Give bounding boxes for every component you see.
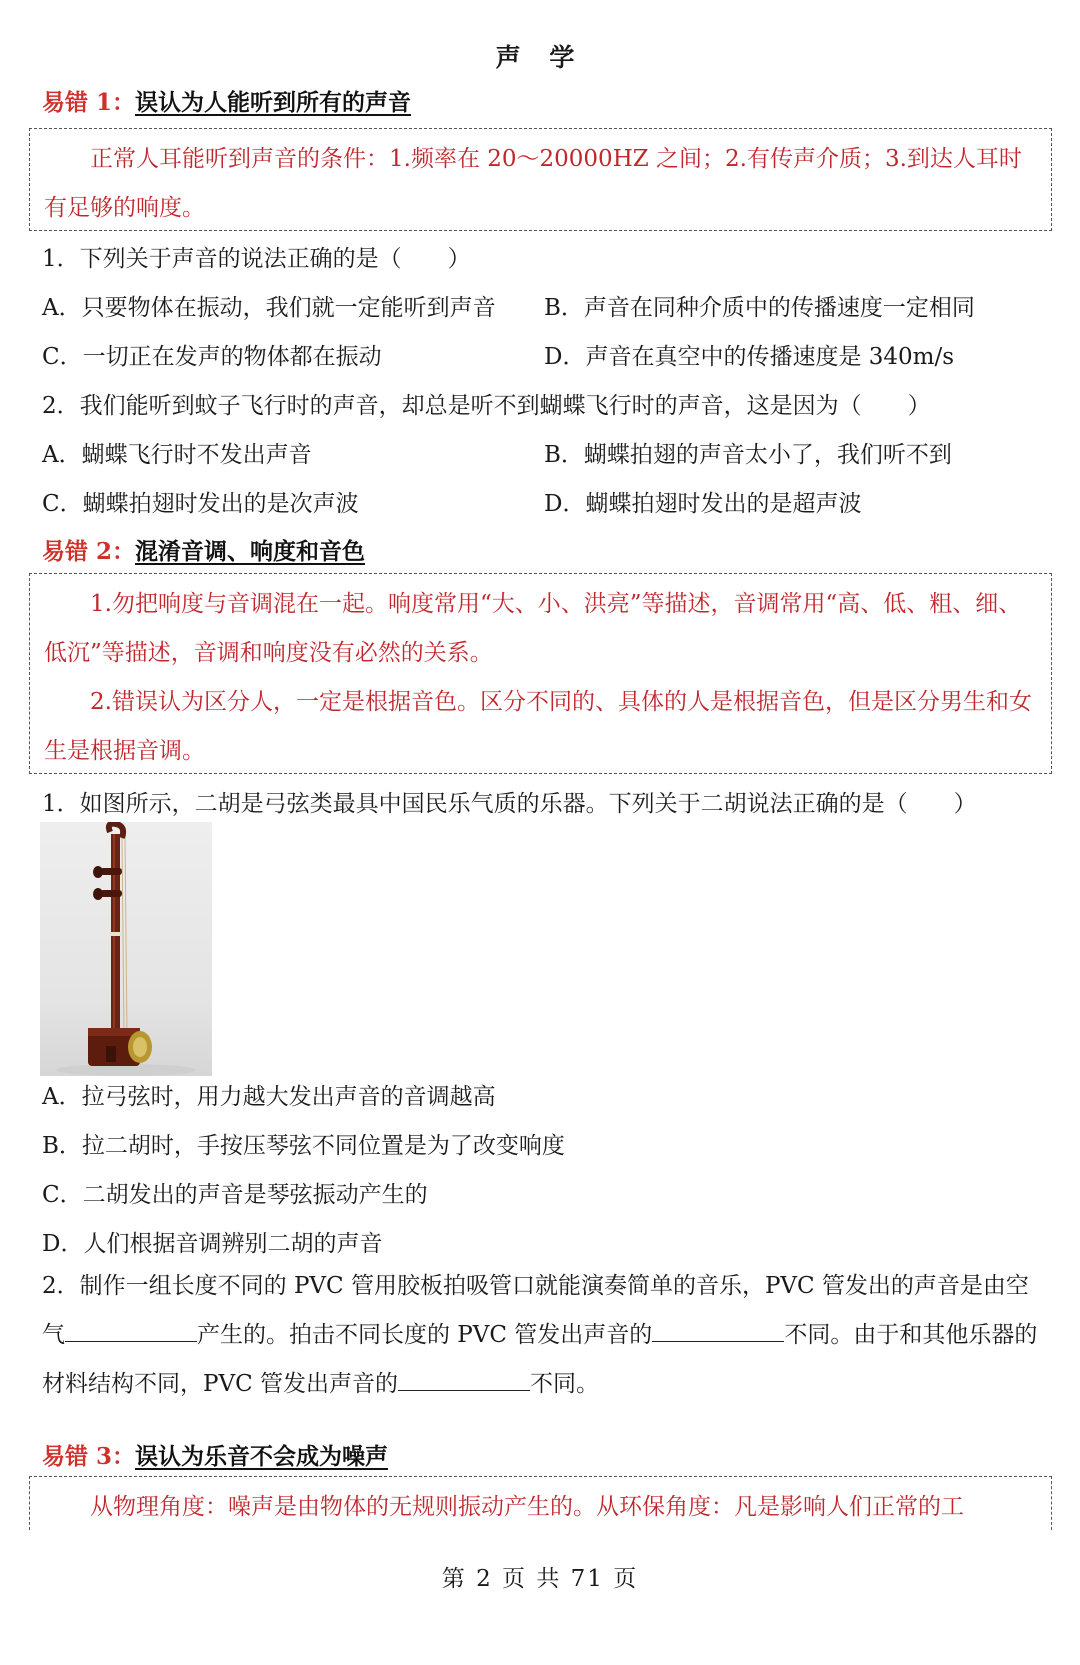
option-d: D．人们根据音调辨别二胡的声音 <box>42 1231 383 1257</box>
option-b: B．声音在同种介质中的传播速度一定相同 <box>544 295 975 321</box>
question-text: 不同。由于和其他乐器的材料结构不同，PVC 管发出声音的 <box>42 1322 1038 1397</box>
option-c: C．二胡发出的声音是琴弦振动产生的 <box>42 1182 428 1208</box>
page-title: 声 学 <box>495 43 585 72</box>
page-number: 第 2 页 共 71 页 <box>441 1566 639 1592</box>
fill-in-question <box>42 1262 1047 1409</box>
option-b: B．蝴蝶拍翅的声音太小了，我们听不到 <box>544 442 952 468</box>
tip-box-1 <box>29 128 1052 231</box>
tip-box-3 <box>29 1476 1052 1530</box>
question-stem: 1．下列关于声音的说法正确的是（ ） <box>42 246 471 272</box>
tip-text: 1.勿把响度与音调混在一起。响度常用“大、小、洪亮”等描述，音调常用“高、低、粗、细、低沉”等描述，音调和响度没有必然的关系。 <box>44 591 1022 666</box>
erhu-icon <box>40 822 212 1076</box>
answer-blank[interactable] <box>398 1368 530 1391</box>
section-topic: 误认为人能听到所有的声音 <box>135 89 412 116</box>
option-d: D．蝴蝶拍翅时发出的是超声波 <box>544 491 862 517</box>
tip-text: 正常人耳能听到声音的条件：1.频率在 20～20000HZ 之间；2.有传声介质；3.到达人耳时有足够的响度。 <box>44 146 1022 221</box>
option-c: C．一切正在发声的物体都在振动 <box>42 344 382 370</box>
tip-box-2 <box>29 573 1052 774</box>
answer-blank[interactable] <box>65 1319 197 1342</box>
option-a: A．蝴蝶飞行时不发出声音 <box>42 442 312 468</box>
section-topic: 误认为乐音不会成为噪声 <box>135 1443 389 1470</box>
erhu-photo <box>40 822 212 1076</box>
option-c: C．蝴蝶拍翅时发出的是次声波 <box>42 491 359 517</box>
section-2-heading <box>42 533 365 566</box>
question-text: 2．制作一组长度不同的 PVC 管用胶板拍吸管口就能演奏简单的音乐，PVC 管发出的声音是由空气 <box>42 1273 1029 1348</box>
question-stem: 1．如图所示，二胡是弓弦类最具中国民乐气质的乐器。下列关于二胡说法正确的是（ ） <box>42 791 977 817</box>
answer-blank[interactable] <box>652 1319 784 1342</box>
question-stem: 2．我们能听到蚊子飞行时的声音，却总是听不到蝴蝶飞行时的声音，这是因为（ ） <box>42 393 931 419</box>
section-tag: 易错 2： <box>42 538 136 565</box>
option-a: A．拉弓弦时，用力越大发出声音的音调越高 <box>42 1084 496 1110</box>
section-topic: 混淆音调、响度和音色 <box>135 538 366 565</box>
tip-text: 从物理角度：噪声是由物体的无规则振动产生的。从环保角度：凡是影响人们正常的工 <box>90 1494 964 1520</box>
option-d: D．声音在真空中的传播速度是 340m/s <box>544 344 955 370</box>
option-b: B．拉二胡时，手按压琴弦不同位置是为了改变响度 <box>42 1133 565 1159</box>
tip-text: 2.错误认为区分人，一定是根据音色。区分不同的、具体的人是根据音色，但是区分男生和女生是根据音调。 <box>44 689 1032 764</box>
option-a: A．只要物体在振动，我们就一定能听到声音 <box>42 295 496 321</box>
question-text: 不同。 <box>530 1371 599 1397</box>
section-3-heading <box>42 1438 388 1471</box>
question-text: 产生的。拍击不同长度的 PVC 管发出声音的 <box>197 1322 653 1348</box>
section-1-heading <box>42 84 411 117</box>
section-tag: 易错 3： <box>42 1443 136 1470</box>
section-tag: 易错 1： <box>42 89 136 116</box>
